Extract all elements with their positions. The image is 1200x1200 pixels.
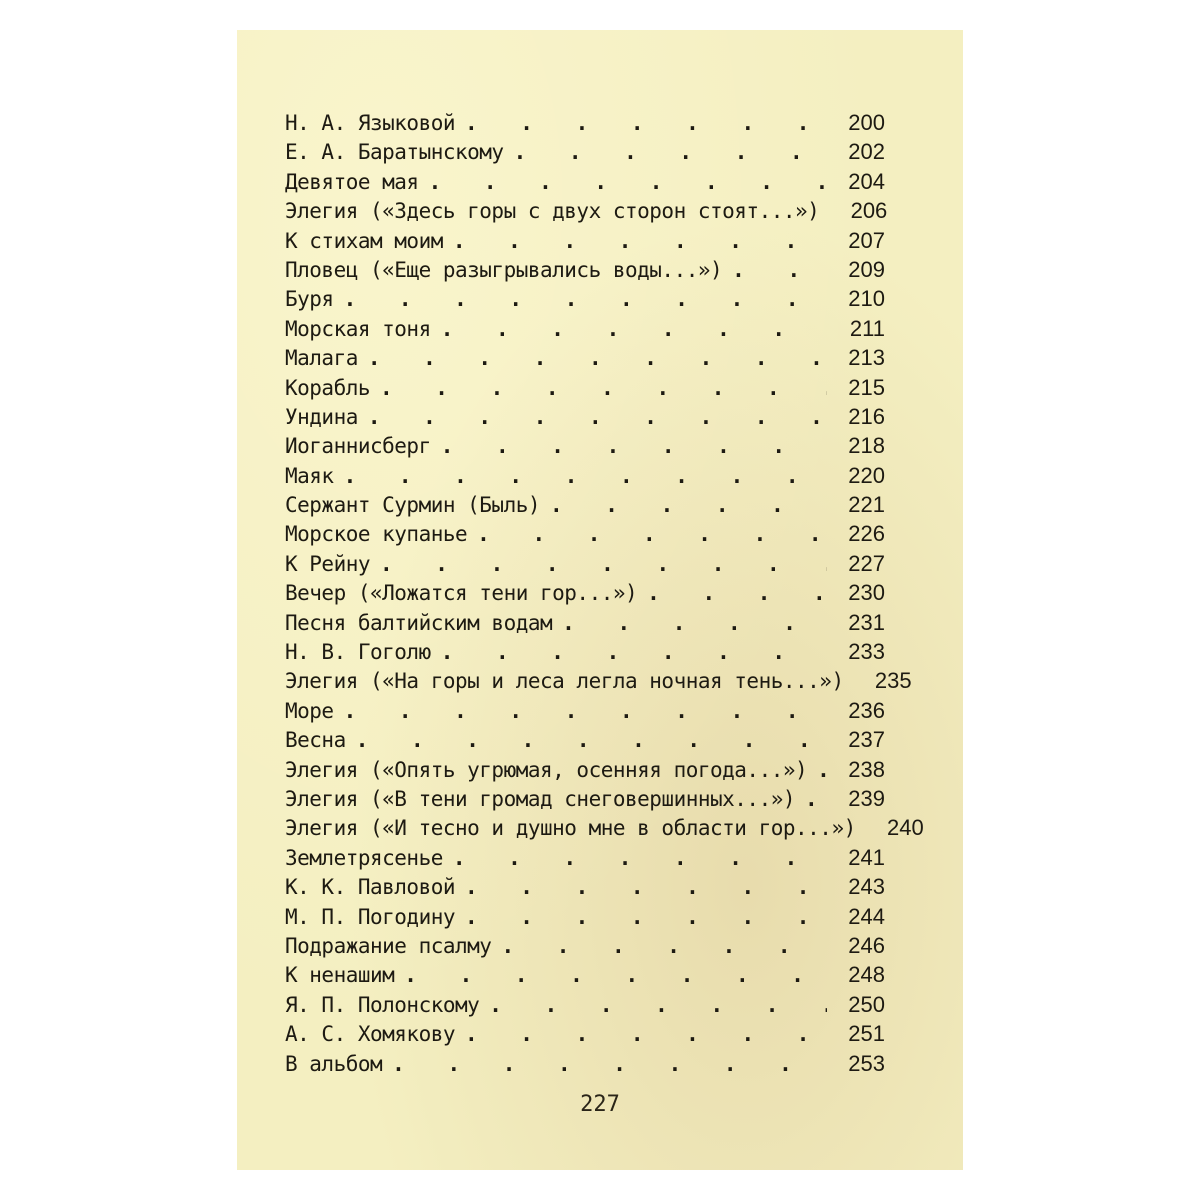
entry-title: Я. П. Полонскому [285, 992, 480, 1017]
entry-page-number: 211 [849, 315, 885, 341]
entry-page-number: 202 [848, 139, 885, 165]
toc-entry [285, 727, 885, 756]
entry-page-number: 215 [848, 374, 885, 400]
entry-title: Буря [285, 287, 334, 312]
entry-title: А. С. Хомякову [285, 1022, 456, 1047]
entry-page-number: 240 [887, 815, 924, 841]
toc-entry [285, 904, 885, 933]
entry-page-number: 213 [848, 345, 885, 371]
dot-leader [441, 317, 827, 341]
toc-entry [285, 286, 885, 315]
entry-page-number: 244 [848, 903, 885, 929]
entry-page-number: 221 [848, 492, 885, 518]
dot-leader [356, 728, 827, 752]
dot-leader [344, 287, 827, 311]
dot-leader [817, 758, 827, 782]
entry-page-number: 236 [848, 697, 885, 723]
entry-page-number: 209 [848, 256, 885, 282]
toc-entry [285, 463, 885, 492]
dot-leader [380, 376, 827, 400]
toc-entry [285, 1051, 885, 1080]
dot-leader [647, 581, 827, 605]
toc-entry [285, 433, 885, 462]
entry-title: Морское купанье [285, 522, 468, 547]
entry-title: Пловец («Еще разыгрывались воды...») [285, 257, 723, 282]
toc-entry [285, 933, 885, 962]
toc-entry [285, 492, 885, 521]
entry-page-number: 210 [848, 286, 885, 312]
dot-leader [404, 963, 827, 987]
dot-leader [489, 993, 827, 1017]
toc-entry [285, 404, 885, 433]
entry-title: Элегия («В тени громад снеговершинных...») [285, 786, 796, 811]
dot-leader [368, 405, 827, 429]
toc-entry [285, 139, 885, 168]
entry-page-number: 238 [848, 756, 885, 782]
entry-title: Подражание псалму [285, 933, 492, 958]
toc-entry [285, 757, 885, 786]
entry-title: Элегия («Здесь горы с двух сторон стоят...») [285, 199, 820, 224]
dot-leader [732, 258, 827, 282]
entry-title: Море [285, 698, 334, 723]
dot-leader [368, 346, 827, 370]
dot-leader [344, 464, 827, 488]
entry-title: Элегия («На горы и леса легла ночная тень...») [285, 669, 844, 694]
dot-leader [465, 905, 827, 929]
entry-title: Корабль [285, 375, 371, 400]
entry-title: Н. А. Языковой [285, 111, 456, 135]
dot-leader [514, 140, 827, 164]
toc-entry [285, 698, 885, 727]
entry-title: Морская тоня [285, 316, 431, 341]
entry-title: К ненашим [285, 963, 395, 988]
toc-entry [285, 815, 924, 844]
toc-entry [285, 580, 885, 609]
toc-entry [285, 551, 885, 580]
entry-title: Н. В. Гоголю [285, 640, 431, 665]
toc-entry [285, 375, 885, 404]
toc-entry [285, 962, 885, 991]
entry-title: Сержант Сурмин (Быль) [285, 493, 541, 518]
dot-leader [453, 846, 827, 870]
dot-leader [429, 170, 827, 194]
dot-leader [501, 934, 827, 958]
toc-entry [285, 257, 885, 286]
entry-page-number: 227 [848, 550, 885, 576]
entry-title: Ундина [285, 404, 358, 429]
dot-leader [805, 787, 827, 811]
entry-page-number: 235 [874, 668, 912, 694]
dot-leader [562, 611, 827, 635]
toc-entry [285, 874, 885, 903]
entry-page-number: 237 [848, 727, 885, 753]
dot-leader [441, 434, 827, 458]
toc-entry [285, 992, 885, 1021]
toc-entry [285, 521, 885, 550]
entry-page-number: 230 [848, 580, 885, 606]
entry-page-number: 248 [848, 962, 885, 988]
entry-title: В альбом [285, 1051, 383, 1076]
entry-title: М. П. Погодину [285, 904, 456, 929]
toc-entry [285, 316, 885, 345]
entry-title: Землетрясенье [285, 845, 443, 870]
entry-page-number: 233 [848, 639, 885, 665]
dot-leader [477, 522, 827, 546]
entry-page-number: 246 [848, 932, 885, 958]
entry-page-number: 216 [848, 403, 885, 429]
entry-page-number: 243 [848, 874, 885, 900]
dot-leader [344, 699, 827, 723]
dot-leader [465, 875, 827, 899]
dot-leader [465, 111, 827, 135]
toc-entry [285, 639, 885, 668]
dot-leader [550, 493, 827, 517]
toc-entry [285, 228, 885, 257]
dot-leader [380, 552, 827, 576]
entry-page-number: 204 [848, 168, 885, 194]
entry-title: К. К. Павловой [285, 875, 456, 900]
entry-title: Вечер («Ложатся тени гор...») [285, 581, 638, 606]
dot-leader [441, 640, 827, 664]
entry-page-number: 207 [848, 227, 885, 253]
dot-leader [453, 229, 827, 253]
entry-title: Весна [285, 728, 346, 753]
entry-page-number: 200 [848, 110, 885, 135]
entry-title: Е. А. Баратынскому [285, 140, 504, 165]
page-number: 227 [580, 1092, 620, 1117]
toc-entry [285, 1021, 885, 1050]
table-of-contents [285, 110, 924, 1080]
dot-leader [465, 1022, 827, 1046]
entry-page-number: 218 [848, 433, 885, 459]
toc-entry [285, 845, 885, 874]
toc-entry [285, 668, 912, 697]
entry-title: К Рейну [285, 551, 371, 576]
entry-title: Элегия («И тесно и душно мне в области гор...») [285, 816, 856, 841]
toc-entry [285, 610, 885, 639]
entry-title: Девятое мая [285, 169, 419, 194]
entry-title: Малага [285, 346, 358, 371]
entry-page-number: 241 [848, 844, 885, 870]
entry-page-number: 250 [848, 991, 885, 1017]
entry-title: Элегия («Опять угрюмая, осенняя погода...») [285, 757, 808, 782]
entry-title: Маяк [285, 463, 334, 488]
entry-title: Песня балтийским водам [285, 610, 553, 635]
toc-entry [285, 786, 885, 815]
book-page [237, 30, 963, 1170]
entry-title: К стихам моим [285, 228, 443, 253]
dot-leader [392, 1052, 827, 1076]
entry-page-number: 220 [848, 462, 885, 488]
entry-page-number: 253 [848, 1050, 885, 1076]
entry-page-number: 206 [850, 198, 888, 224]
toc-entry [285, 110, 885, 139]
entry-page-number: 251 [848, 1021, 885, 1047]
toc-entry [285, 198, 888, 227]
entry-page-number: 231 [848, 609, 885, 635]
toc-entry [285, 345, 885, 374]
entry-page-number: 226 [848, 521, 885, 547]
entry-page-number: 239 [848, 785, 885, 811]
entry-title: Иоганнисберг [285, 434, 431, 459]
toc-entry [285, 169, 885, 198]
